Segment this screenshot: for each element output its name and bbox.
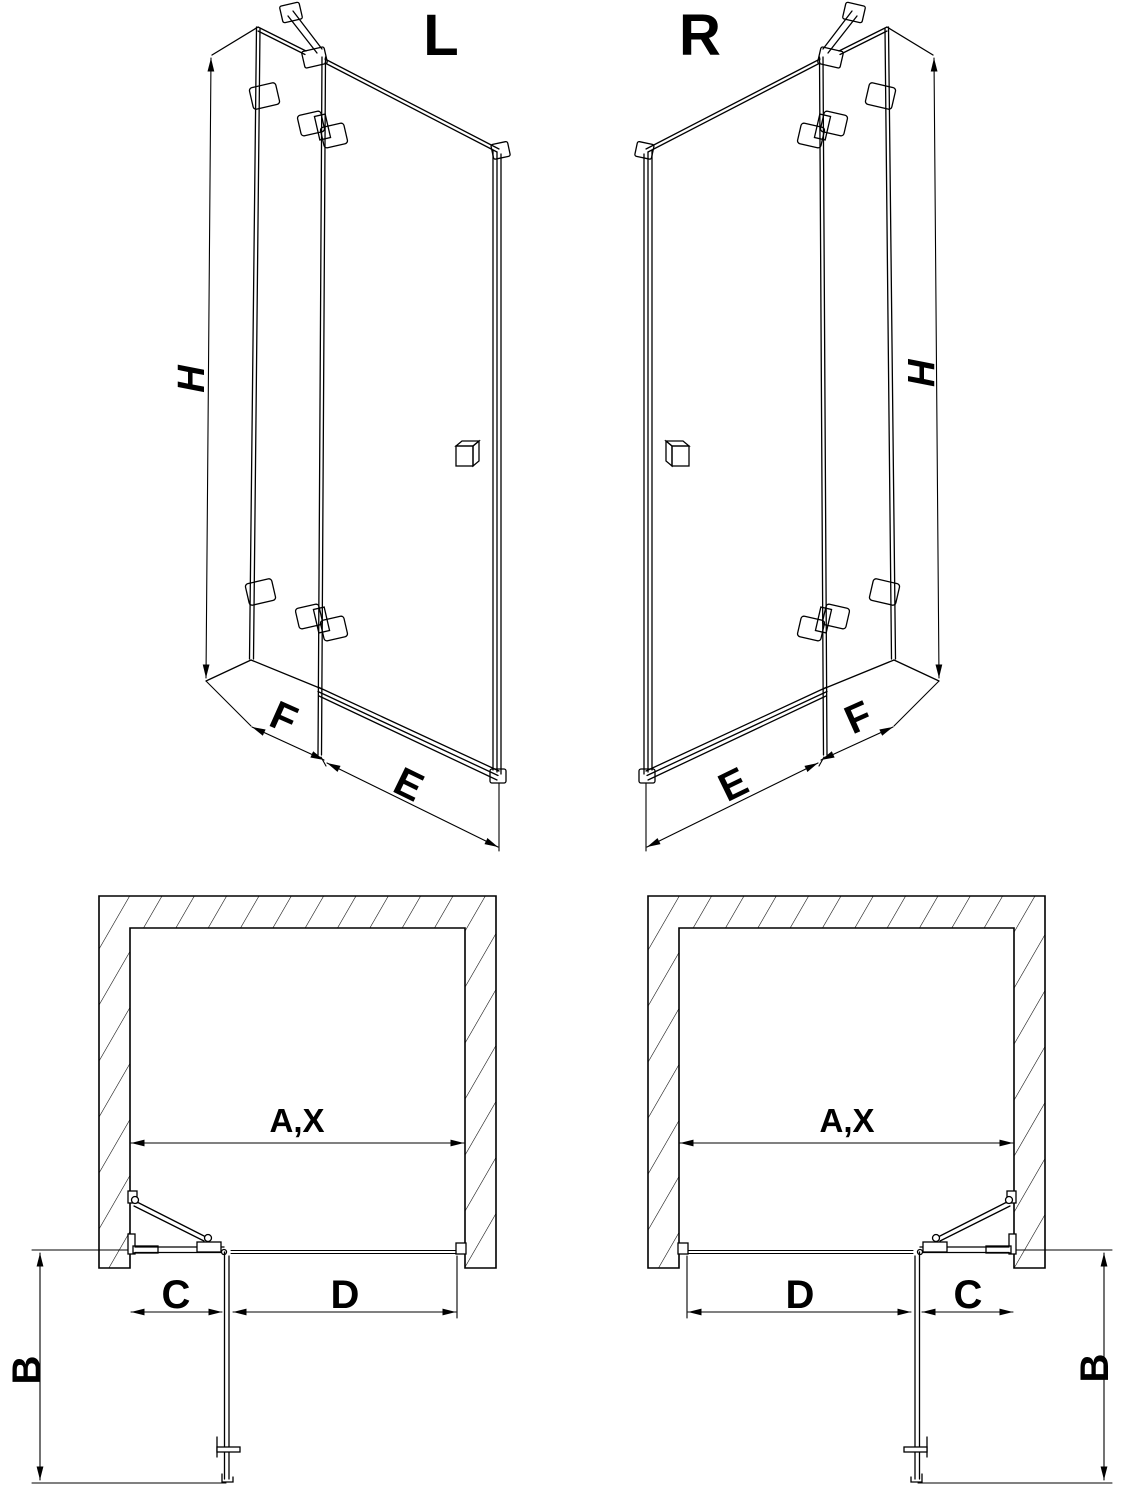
door-knob — [456, 441, 479, 466]
dim-label-e-left: E — [386, 759, 431, 811]
plan-glass-line — [231, 1243, 466, 1254]
door-hinge-bottom — [295, 604, 348, 642]
wall-top-edge — [212, 27, 258, 55]
plan-view-left-assembly — [32, 1143, 466, 1483]
dim-label-d-right: D — [785, 1273, 815, 1317]
perspective-view-left — [206, 2, 510, 851]
plan-door-leaf — [217, 1252, 240, 1482]
support-bar — [279, 2, 327, 68]
dim-label-b-left: B — [5, 1355, 49, 1385]
plan-support-strut — [128, 1191, 212, 1242]
door-hinge-top — [297, 111, 348, 149]
dim-label-h-left: H — [171, 365, 213, 393]
dim-label-b-right: B — [1073, 1353, 1117, 1383]
fixed-panel-clamps — [245, 82, 280, 606]
perspective-view-right — [635, 2, 939, 851]
dim-label-d-left: D — [330, 1273, 360, 1317]
dimension-B — [32, 1250, 226, 1483]
variant-label-right: R — [679, 3, 721, 68]
dim-label-c-right: C — [953, 1273, 983, 1317]
labels-layer — [5, 3, 1117, 1384]
dim-label-ax-right: A,X — [819, 1102, 875, 1139]
variant-label-left: L — [423, 3, 459, 68]
dimension-F — [206, 681, 324, 760]
dim-label-e-right: E — [711, 759, 756, 811]
floor-front-edge — [206, 660, 251, 681]
dim-label-ax-left: A,X — [269, 1102, 325, 1139]
plan-right-walls — [648, 896, 1045, 1268]
plan-view-right-assembly — [678, 1143, 1112, 1483]
dim-label-c-left: C — [161, 1273, 191, 1317]
dim-label-f-left: F — [263, 692, 304, 743]
dim-label-h-right: H — [899, 358, 941, 386]
dim-label-f-right: F — [838, 692, 879, 743]
door-handle-edge — [490, 141, 510, 783]
plan-left-walls — [99, 896, 496, 1268]
plan-wall-profile — [128, 1234, 158, 1254]
